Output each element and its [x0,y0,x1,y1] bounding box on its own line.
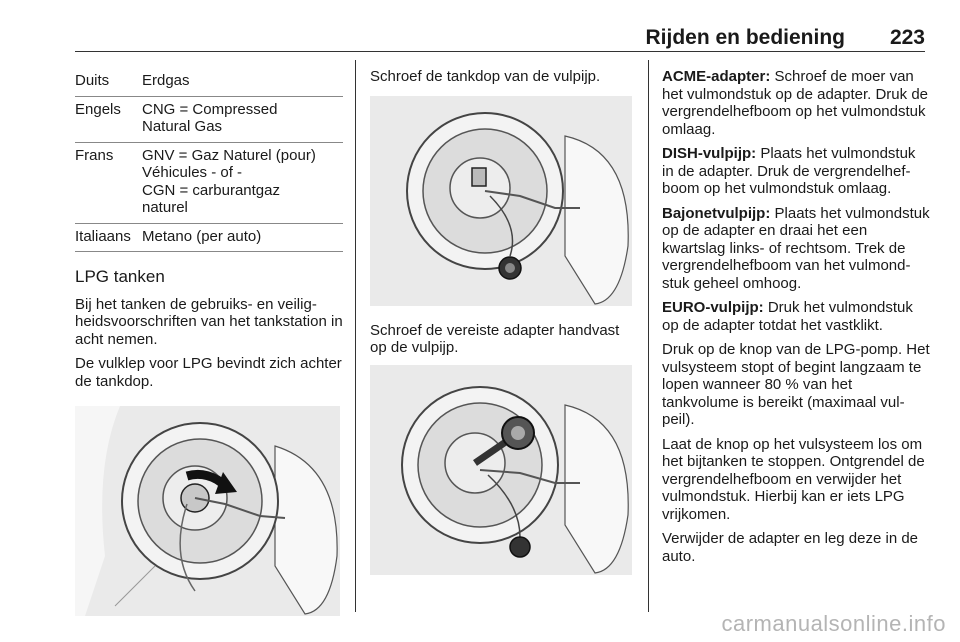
acme-paragraph [662,68,930,138]
bajonet-paragraph [662,205,930,293]
euro-paragraph [662,299,930,334]
table-cell-language: Frans [75,146,114,164]
column-divider-1 [355,60,356,612]
fuel-door-with-arrow-image [75,406,340,616]
fuel-door-illustration-2 [370,96,632,306]
acme-lead: ACME-adapter: [662,68,771,85]
euro-text: Druk het vulmondstuk op de adapter totdat het vastklikt. [662,299,913,334]
fuel-door-illustration-3 [370,365,632,575]
watermark: carmanualsonline.info [721,611,946,636]
right-column [662,68,930,572]
acme-text: Schroef de moer van het vulmondstuk op de adapter. Druk de vergrendelhefboom op het vulmondstuk omlaag. [662,68,929,138]
safety-paragraph: Bij het tanken de gebruiks- en veiligheidsvoorschriften van het tankstation in acht nemen. [75,295,343,348]
fuel-door-illustration-1 [75,406,340,616]
middle-column [370,68,635,575]
dish-lead: DISH-vulpijp: [662,145,757,162]
table-cell-name: Erdgas [142,72,190,89]
fuel-name-table [75,68,343,252]
table-cell-language: Engels [75,100,121,118]
remove-adapter-paragraph: Verwijder de adapter en leg deze in de auto. [662,530,919,565]
page-number: 223 [889,26,925,49]
table-row [75,68,343,97]
release-button-paragraph: Laat de knop op het vulsysteem los om het bijtanken te stoppen. Ontgrendel de vergrendelhefboom en verwijder het vulmondstuk. Hierbij kan er iets LPG vrijkomen. [662,435,925,523]
left-column [75,68,343,616]
bajonet-lead: Bajonetvulpijp: [662,204,771,222]
pump-button-paragraph: Druk op de knop van de LPG-pomp. Het vulsysteem stopt of begint langzaam te lopen wanneer 80 % van het tankvolume is bereikt (maximaal vulpeil). [662,341,930,428]
table-cell-language: Duits [75,72,110,89]
column-divider-2 [648,60,649,612]
table-cell-language: Italiaans [75,227,131,245]
table-row [75,97,343,143]
euro-lead: EURO-vulpijp: [662,299,764,316]
table-row [75,143,343,224]
section-title: Rijden en bediening [645,26,845,49]
fuel-door-adapter-image [370,365,632,575]
location-paragraph: De vulklep voor LPG bevindt zich achter de tankdop. [75,355,342,390]
table-row [75,224,343,253]
dish-paragraph [662,145,930,198]
fuel-door-cap-removed-image [370,96,632,306]
table-cell-name: CNG = Compressed Natural Gas [142,100,278,135]
table-cell-name: GNV = Gaz Naturel (pour) Véhicules - of - CGN = carburantgaz naturel [142,146,316,216]
table-cell-name: Metano (per auto) [142,227,262,245]
attach-adapter-paragraph: Schroef de vereiste adapter handvast op de vulpijp. [370,321,620,356]
page-header [75,20,925,52]
lpg-heading: LPG tanken [75,267,165,286]
bajonet-text: Plaats het vulmondstuk op de adapter en draai het een kwartslag links- of rechtsom. Trek de vergrendelhefboom van het vulmondstuk geheel omhoog. [662,204,930,292]
unscrew-cap-paragraph: Schroef de tankdop van de vulpijp. [370,68,601,85]
dish-text: Plaats het vulmondstuk in de adapter. Druk de vergrendelhefboom op het vulmondstuk omlaag. [662,145,916,197]
